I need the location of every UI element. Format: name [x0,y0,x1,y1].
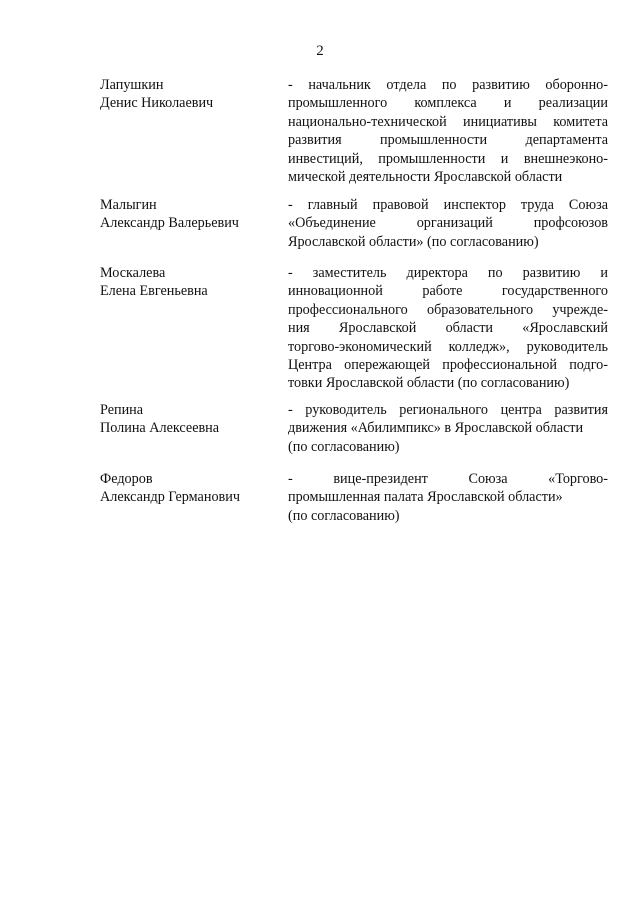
role-line: Ярославской области» (по согласованию) [288,233,539,250]
member-surname: Репина [100,402,144,418]
member-surname: Лапушкин [100,77,164,93]
member-given-names: Елена Евгеньевна [100,283,208,300]
role-line: - руководитель регионального центра развития [288,402,608,418]
member-name [100,264,280,301]
member-name [100,196,280,233]
role-line: ния Ярославской области «Ярославский [288,320,608,337]
role-line: - главный правовой инспектор труда Союза [288,197,608,213]
member-name [100,401,280,438]
role-line: Центра опережающей профессиональной подго- [288,357,608,374]
member-given-names: Александр Германович [100,489,240,506]
role-line: (по согласованию) [288,438,400,455]
role-line: профессионального образовательного учрежде- [288,301,608,318]
member-given-names: Полина Алексеевна [100,420,220,437]
member-name [100,76,280,113]
member-given-names: Александр Валерьевич [100,215,239,232]
member-role [288,264,608,393]
member-role [288,76,608,186]
role-line: - заместитель директора по развитию и [288,265,608,281]
member-role [288,401,608,456]
role-line: - начальник отдела по развитию оборонно- [288,77,608,93]
member-given-names: Денис Николаевич [100,95,214,112]
role-line: промышленного комплекса и реализации [288,95,608,112]
role-line: инновационной работе государственного [288,283,608,300]
role-line: товки Ярославской области (по согласованию) [288,375,570,392]
member-surname: Федоров [100,471,153,487]
role-line: торгово-экономический колледж», руководитель [288,338,608,355]
role-line: - вице-президент Союза «Торгово- [288,471,608,487]
member-surname: Малыгин [100,197,157,213]
member-name [100,470,280,507]
role-line: «Объединение организаций профсоюзов [288,215,608,232]
role-line: национально-технической инициативы комитета [288,113,608,130]
role-line: мической деятельности Ярославской области [288,169,563,186]
role-line: развития промышленности департамента [288,132,608,149]
member-role [288,196,608,251]
role-line: промышленная палата Ярославской области» [288,489,563,506]
member-role [288,470,608,525]
role-line: (по согласованию) [288,507,400,524]
page-number: 2 [316,43,324,59]
member-surname: Москалева [100,265,166,281]
role-line: инвестиций, промышленности и внешнеэконо- [288,150,608,167]
role-line: движения «Абилимпикс» в Ярославской области [288,420,584,437]
